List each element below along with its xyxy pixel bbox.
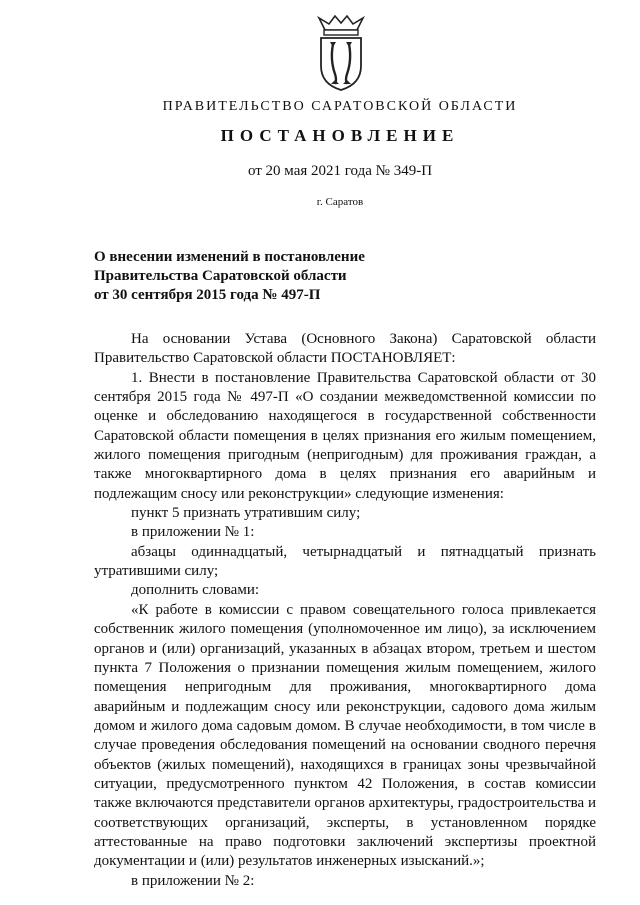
paragraph-abzacy: абзацы одиннадцатый, четырнадцатый и пятнадцатый признать утратившими силу; bbox=[94, 543, 596, 580]
heading-line: от 30 сентября 2015 года № 497-П bbox=[94, 287, 321, 303]
heading-line: О внесении изменений в постановление bbox=[94, 249, 365, 265]
document-heading bbox=[94, 248, 414, 305]
paragraph-preamble: На основании Устава (Основного Закона) Саратовской области Правительство Саратовской области ПОСТАНОВЛЯЕТ: bbox=[94, 331, 596, 367]
issuing-authority: ПРАВИТЕЛЬСТВО САРАТОВСКОЙ ОБЛАСТИ bbox=[162, 99, 518, 114]
paragraph-supplement: дополнить словами: bbox=[131, 582, 260, 599]
heading-line: Правительства Саратовской области bbox=[94, 268, 347, 284]
paragraph-appendix-2: в приложении № 2: bbox=[131, 872, 255, 889]
document-date-number: от 20 мая 2021 года № 349-П bbox=[247, 163, 433, 179]
paragraph-appendix-1: в приложении № 1: bbox=[131, 524, 255, 541]
paragraph-item-1: 1. Внести в постановление Правительства Саратовской области от 30 сентября 2015 года № 497-П «О создании межведомственной комиссии по оценке и обследованию находящегося в государственной собственности Саратовской области помещения в целях признания его жилым помещением, жилого помещения пригодным (непригодным) для проживания граждан, а также многоквартирного дома в целях признания его аварийным и подлежащим сносу или реконструкции» следующие изменения: bbox=[94, 369, 596, 502]
saratov-coat-of-arms-icon bbox=[313, 14, 369, 92]
paragraph-quote: «К работе в комиссии с правом совещательного голоса привлекается собственник жилого помещения (уполномоченное им лицо), за исключением органов и (или) организаций, указанных в абзацах втором, третьем и шестом пункта 7 Положения о признании помещения жилым помещением, жилого помещения непригодным для проживания, многоквартирного дома аварийным и подлежащим сносу или реконструкции, садового дома жилым домом и жилого дома садовым домом. В случае необходимости, в том числе в случае проведения обследования помещений на основании сводного перечня объектов (жилых помещений), находящихся в границах зоны чрезвычайной ситуации, предусмотренного пунктом 42 Положения, в состав комиссии также включаются представители органов архитектуры, градостроительства и соответствующих организаций, эксперты, в установленном порядке аттестованные на право подготовки заключений экспертизы проектной документации и (или) результатов инженерных изысканий.»; bbox=[94, 601, 596, 870]
document-type: ПОСТАНОВЛЕНИЕ bbox=[220, 126, 460, 145]
document-city: г. Саратов bbox=[316, 196, 364, 208]
document-body bbox=[94, 330, 596, 891]
paragraph-point-5: пункт 5 признать утратившим силу; bbox=[131, 505, 361, 522]
